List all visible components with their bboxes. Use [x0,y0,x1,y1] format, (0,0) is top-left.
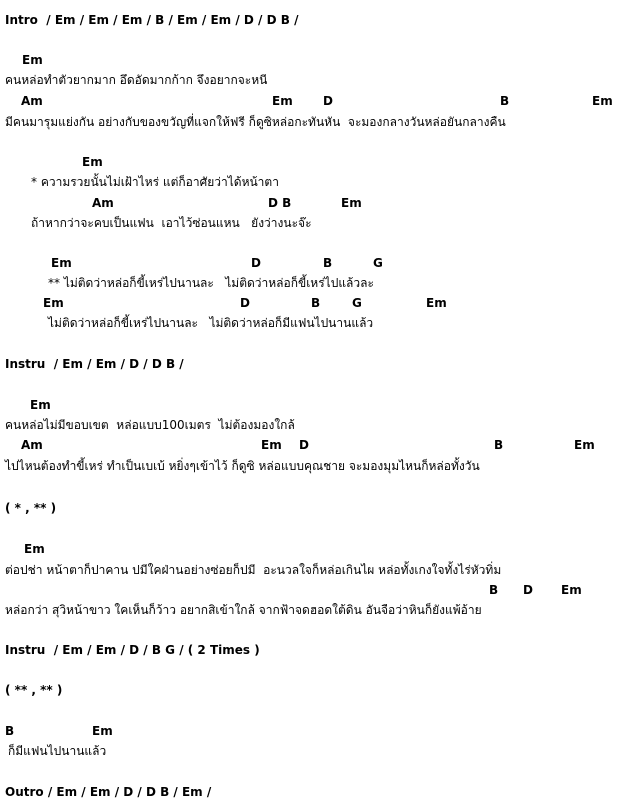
chord: B [5,724,15,738]
chord: Am [21,438,43,452]
instru-line: Instru / Em / Em / D / D B / [5,357,184,371]
chord: D [251,256,261,270]
chord: B [494,438,504,452]
chord: Em [43,296,64,310]
intro-line: Intro / Em / Em / Em / B / Em / Em / D / D B / [5,13,299,27]
chord: D [323,94,333,108]
lyric-line: ไม่ติดว่าหล่อก็ขี้เหร่ไปนานละ ไม่ติดว่าหล่อก็มีแฟนไปนานแล้ว [48,316,374,330]
chord: Em [592,94,613,108]
chord: Em [261,438,282,452]
lyric-line: คนหล่อทำตัวยากมาก อึดอัดมากก้าก จึงอยากจะหนี [5,73,268,87]
repeat-marker: ( * , ** ) [5,501,57,515]
chord: Em [30,398,51,412]
chord: D [299,438,309,452]
chord: G [352,296,362,310]
lyric-line: * ความรวยนั้นไม่เฝ้าไหร่ แต่ก็อาศัยว่าได้หน้าตา [31,175,279,189]
chord: Am [21,94,43,108]
outro-line: Outro / Em / Em / D / D B / Em / [5,785,212,799]
chord: Em [561,583,582,597]
chord: G [373,256,383,270]
chord: D [240,296,250,310]
lyric-line: มีคนมารุมแย่งกัน อย่างกับของขวัญที่แจกให้ฟรี ก็ดูซิหล่อกะทันหัน จะมองกลางวันหล่อยันกลางคืน [5,115,506,129]
chord: D B [268,196,292,210]
lyric-line: หล่อกว่า สุวิหน้าขาว ใคเห็นก็ว้าว อยากสิเข้าใกล้ จากฟ้าจดฮอดใต้ดิน อันจือว่าหินก็ยังแพ้อ้าย [5,603,482,617]
chord: B [500,94,510,108]
lyric-line: ต่อปช่า หน้าตาก็ปาคาน ปมีใคฝ่านอย่างซ่อยก็ปมี อะนวลใจก็หล่อเกินไผ หล่อทั้งเกงใจทั้งไร่หัวทิ่ม [5,563,502,577]
lyric-line: ไปไหนต้องทำขี้เหร่ ทำเป็นเบเบ้ หยิ่งๆเข้าไว้ ก็ดูซิ หล่อแบบคุณชาย จะมองมุมไหนก็หล่อทั้งวัน [5,459,480,473]
chord: Em [574,438,595,452]
chord: Em [426,296,447,310]
chord: B [323,256,333,270]
lyric-line: ถ้าหากว่าจะคบเป็นแฟน เอาไว้ซ่อนแหน ยังว่างนะจ๊ะ [31,216,312,230]
chord: Am [92,196,114,210]
repeat-marker: ( ** , ** ) [5,683,63,697]
chord: Em [272,94,293,108]
chord: Em [82,155,103,169]
lyric-line: ** ไม่ติดว่าหล่อก็ขี้เหร่ไปนานละ ไม่ติดว่าหล่อก็ขี้เหร่ไปแล้วละ [48,276,374,290]
chord: Em [22,53,43,67]
chord: Em [24,542,45,556]
chord: B [489,583,499,597]
lyric-line: คนหล่อไม่มีขอบเขต หล่อแบบ100เมตร ไม่ต้องมองใกล้ [5,418,295,432]
chord: D [523,583,533,597]
chord: Em [341,196,362,210]
instru-line: Instru / Em / Em / D / B G / ( 2 Times ) [5,643,260,657]
chord: Em [92,724,113,738]
lyric-line: ก็มีแฟนไปนานแล้ว [8,744,107,758]
chord: Em [51,256,72,270]
chord: B [311,296,321,310]
